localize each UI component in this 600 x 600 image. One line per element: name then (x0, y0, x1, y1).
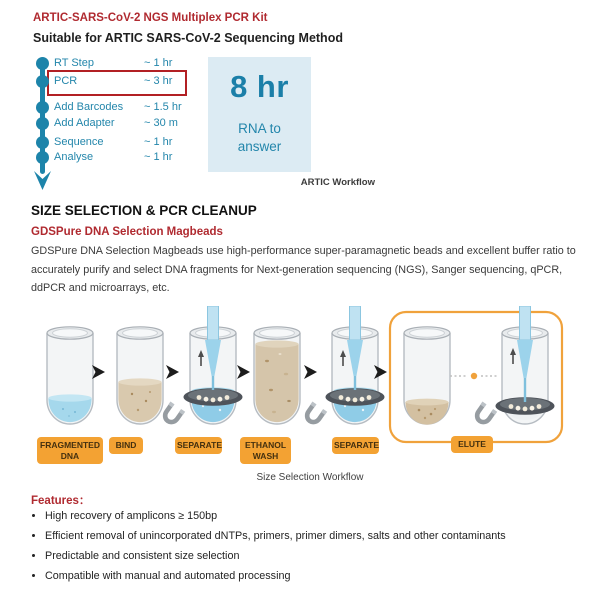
features-heading: Features： (31, 495, 91, 507)
step-label: Add Barcodes (54, 101, 124, 113)
artic-workflow-timeline (30, 52, 202, 194)
tube-bind (117, 327, 163, 424)
tube-elute-pellet (404, 327, 450, 425)
tagline-line1: RNA to (238, 121, 281, 136)
flow-arrow-icon (237, 365, 250, 379)
workflow-step-row (30, 75, 202, 89)
dotted-connector (450, 373, 498, 379)
size-selection-caption: Size Selection Workflow (256, 472, 364, 483)
artic-workflow-caption: ARTIC Workflow (300, 177, 375, 188)
workflow-step-row (30, 57, 202, 71)
step-time: ~ 1 hr (144, 151, 173, 163)
flow-arrow-icon (92, 365, 105, 379)
flow-label-fragmented-dna: FRAGMENTED DNA (37, 437, 103, 464)
body-line: accurately purify and select DNA fragments for Next-generation sequencing (NGS), Sanger sequencing, qPCR, (31, 263, 563, 276)
step-node-icon (36, 136, 49, 149)
step-time: ~ 1 hr (144, 136, 173, 148)
magnet-icon (472, 401, 497, 426)
tube-ethanol-wash (254, 327, 300, 424)
step-node-icon (36, 151, 49, 164)
workflow-step-row (30, 101, 202, 115)
step-node-icon (36, 75, 49, 88)
magnet-icon (302, 401, 327, 426)
tube-elute-pipette (472, 306, 554, 426)
feature-item: • Compatible with manual and automated processing (45, 570, 506, 583)
flow-label-bind: BIND (109, 437, 143, 454)
flow-label-elute: ELUTE (451, 436, 493, 453)
workflow-step-row (30, 151, 202, 165)
magnetic-ring (326, 388, 385, 406)
flow-arrow-icon (304, 365, 317, 379)
workflow-step-row (30, 136, 202, 150)
total-tagline (208, 120, 311, 155)
flow-label-separate-2: SEPARATE (332, 437, 379, 454)
step-node-icon (36, 101, 49, 114)
magnetic-ring (184, 388, 243, 406)
total-time-box (208, 57, 311, 172)
step-node-icon (36, 57, 49, 70)
flow-label-separate-1: SEPARATE (175, 437, 222, 454)
tube-separate-2 (302, 306, 384, 426)
document-title: ARTIC-SARS-CoV-2 NGS Multiplex PCR Kit (33, 12, 268, 24)
feature-item: • Efficient removal of unincorporated dNTPs, primers, primer dimers, salts and other contaminants (45, 530, 506, 543)
features-list (31, 510, 506, 590)
document-subtitle: Suitable for ARTIC SARS-CoV-2 Sequencing Method (33, 31, 343, 45)
section-subheading: GDSPure DNA Selection Magbeads (31, 226, 223, 238)
feature-item: • High recovery of amplicons ≥ 150bp (45, 510, 506, 523)
step-time: ~ 1 hr (144, 57, 173, 69)
step-time: ~ 1.5 hr (144, 101, 182, 113)
step-node-icon (36, 117, 49, 130)
feature-item: • Predictable and consistent size selection (45, 550, 506, 563)
body-line: ddPCR and microarrays, etc. (31, 282, 170, 295)
step-time: ~ 30 m (144, 117, 178, 129)
step-label: Analyse (54, 151, 94, 163)
magnet-icon (160, 401, 185, 426)
step-time: ~ 3 hr (144, 75, 173, 87)
body-line: GDSPure DNA Selection Magbeads use high-performance super-paramagnetic beads and excellent buffer ratio to (31, 245, 576, 257)
step-label: Sequence (54, 136, 104, 148)
flow-label-ethanol-wash: ETHANOL WASH (240, 437, 291, 464)
tube-separate-1 (160, 306, 242, 426)
tagline-line2: answer (237, 138, 282, 154)
section-body (31, 242, 576, 298)
workflow-step-row (30, 117, 202, 131)
timeline-arrow-down-icon (32, 171, 53, 191)
flow-arrow-icon (166, 365, 179, 379)
step-label: Add Adapter (54, 117, 115, 129)
step-label: PCR (54, 75, 78, 87)
step-label: RT Step (54, 57, 94, 69)
total-duration: 8 hr (230, 69, 289, 104)
tube-fragmented-dna (47, 327, 93, 424)
section-heading: SIZE SELECTION & PCR CLEANUP (31, 203, 257, 218)
